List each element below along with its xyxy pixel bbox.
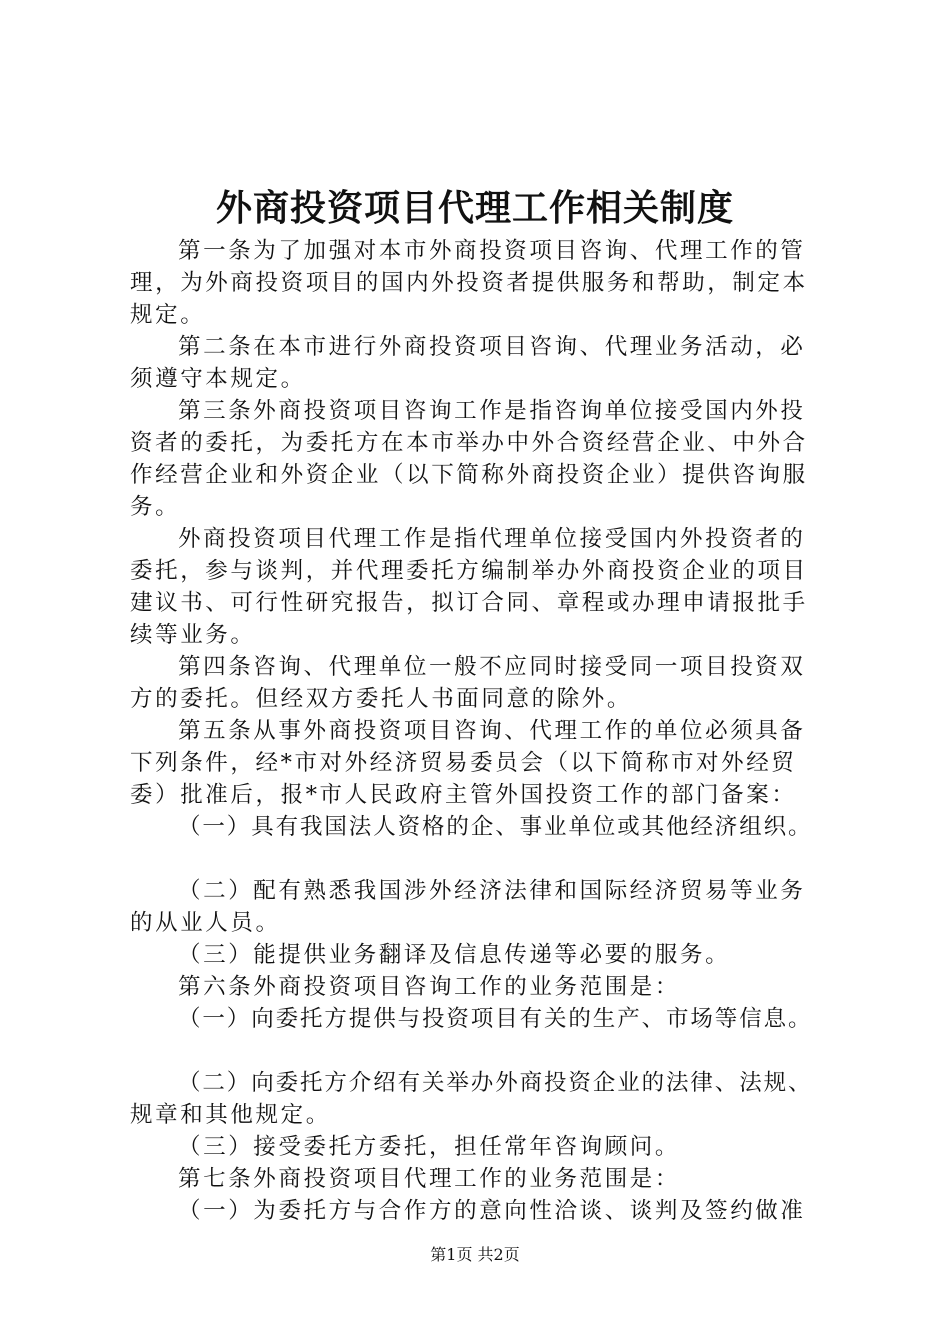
paragraph-line: 第六条外商投资项目咨询工作的业务范围是：	[178, 974, 681, 1000]
blank-line	[130, 843, 840, 875]
paragraph-line: 下列条件，经*市对外经济贸易委员会（以下简称市对外经贸	[130, 750, 797, 776]
paragraph-line: 外商投资项目代理工作是指代理单位接受国内外投资者的	[178, 526, 806, 552]
paragraph-line: 委）批准后，报*市人民政府主管外国投资工作的部门备案：	[130, 782, 797, 808]
paragraph-line: 委托，参与谈判，并代理委托方编制举办外商投资企业的项目	[130, 558, 808, 584]
paragraph-line: 资者的委托，为委托方在本市举办中外合资经营企业、中外合	[130, 430, 808, 456]
list-item-line: （三）接受委托方委托，担任常年咨询顾问。	[178, 1134, 681, 1160]
paragraph-line: 第三条外商投资项目咨询工作是指咨询单位接受国内外投	[178, 398, 806, 424]
paragraph-line: 续等业务。	[130, 622, 256, 648]
list-item-line: （一）具有我国法人资格的企、事业单位或其他经济组织。	[178, 814, 813, 840]
paragraph-line: 理，为外商投资项目的国内外投资者提供服务和帮助，制定本	[130, 270, 808, 296]
paragraph-line: 规章和其他规定。	[130, 1102, 331, 1128]
list-item-line: （二）向委托方介绍有关举办外商投资企业的法律、法规、	[178, 1070, 813, 1096]
page-number-footer: 第1页 共2页	[430, 1245, 520, 1264]
list-item-line: （二）配有熟悉我国涉外经济法律和国际经济贸易等业务	[178, 878, 806, 904]
list-item-line: （三）能提供业务翻译及信息传递等必要的服务。	[178, 942, 731, 968]
paragraph-line: 作经营企业和外资企业（以下简称外商投资企业）提供咨询服	[130, 462, 808, 488]
blank-line	[130, 1035, 840, 1067]
paragraph-line: 建议书、可行性研究报告，拟订合同、章程或办理申请报批手	[130, 590, 808, 616]
paragraph-line: 务。	[130, 494, 181, 520]
list-item-line: （一）向委托方提供与投资项目有关的生产、市场等信息。	[178, 1006, 813, 1032]
document-body	[130, 235, 840, 1227]
list-item-line: （一）为委托方与合作方的意向性洽谈、谈判及签约做准	[178, 1198, 806, 1224]
paragraph-line: 规定。	[130, 302, 206, 328]
paragraph-line: 第四条咨询、代理单位一般不应同时接受同一项目投资双	[178, 654, 806, 680]
paragraph-line: 第五条从事外商投资项目咨询、代理工作的单位必须具备	[178, 718, 806, 744]
paragraph-line: 第二条在本市进行外商投资项目咨询、代理业务活动，必	[178, 334, 806, 360]
paragraph-line: 第一条为了加强对本市外商投资项目咨询、代理工作的管	[178, 238, 806, 264]
paragraph-line: 须遵守本规定。	[130, 366, 306, 392]
paragraph-line: 第七条外商投资项目代理工作的业务范围是：	[178, 1166, 681, 1192]
paragraph-line: 方的委托。但经双方委托人书面同意的除外。	[130, 686, 633, 712]
document-title: 外商投资项目代理工作相关制度	[215, 187, 734, 229]
paragraph-line: 的从业人员。	[130, 910, 281, 936]
